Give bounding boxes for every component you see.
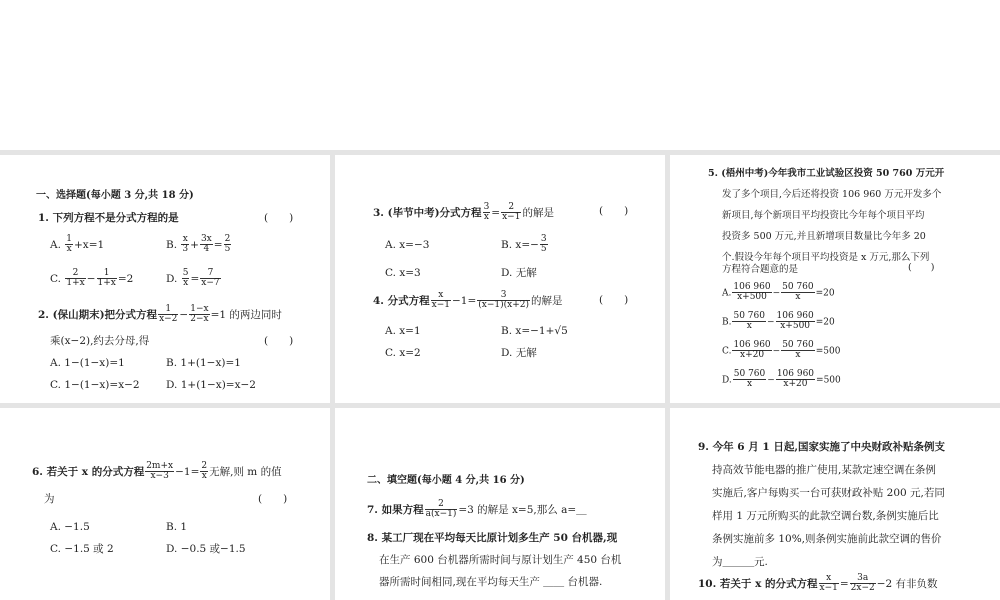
q6-option-c[interactable]: C. −1.5 或 2 bbox=[50, 543, 114, 555]
q6-stem: 6. 若关于 x 的分式方程 $\frac{2m+x}{x-3}$ −1= $\frac{2}{x}$ 无解,则 m 的值 bbox=[32, 461, 282, 482]
q1-option-c[interactable]: C. $\frac{2}{1+x}$ − $\frac{1}{1+x}$ =2 bbox=[50, 268, 134, 289]
q7-stem: 7. 如果方程 $\frac{2}{a(x-1)}$ =3 的解是 x=5,那么 a=＿ bbox=[367, 499, 587, 520]
q5-line-4: 投资多 500 万元,并且新增项目数量比今年多 20 bbox=[722, 231, 926, 242]
q4-answer-paren[interactable]: ( ) bbox=[599, 294, 629, 306]
panel-bottom-left bbox=[0, 408, 330, 600]
q1-option-a[interactable]: A. $\frac{1}{x}$ +x=1 bbox=[50, 234, 105, 255]
q2-option-c[interactable]: C. 1−(1−x)=x−2 bbox=[50, 379, 140, 391]
q1-answer-paren[interactable]: ( ) bbox=[264, 212, 294, 224]
q6-option-d[interactable]: D. −0.5 或−1.5 bbox=[166, 543, 246, 555]
q6-answer-paren[interactable]: ( ) bbox=[258, 493, 288, 505]
q5-line-1: 5. (梧州中考)今年我市工业试验区投资 50 760 万元开 bbox=[708, 168, 945, 179]
q9-line-5: 条例实施前多 10%,则条例实施前此款空调的售价 bbox=[712, 533, 942, 545]
q8-line-2: 在生产 600 台机器所需时间与原计划生产 450 台机 bbox=[379, 554, 622, 566]
panel-bottom-right bbox=[670, 408, 1000, 600]
panel-top-middle bbox=[335, 155, 665, 403]
q9-line-6[interactable]: 为＿＿＿元. bbox=[712, 556, 768, 568]
q4-option-d[interactable]: D. 无解 bbox=[501, 347, 537, 359]
q9-line-3: 实施后,客户每购买一台可获财政补贴 200 元,若同 bbox=[712, 487, 945, 499]
q3-answer-paren[interactable]: ( ) bbox=[599, 205, 629, 217]
q10-stem: 10. 若关于 x 的分式方程 $\frac{x}{x-1}$ = $\frac{3a}{2x-2}$ −2 有非负数 bbox=[698, 573, 938, 594]
q6-option-b[interactable]: B. 1 bbox=[166, 521, 188, 533]
q4-option-a[interactable]: A. x=1 bbox=[385, 325, 421, 337]
q5-line-5: 个.假设今年每个项目平均投资是 x 万元,那么下列 bbox=[722, 252, 930, 263]
q4-stem: 4. 分式方程 $\frac{x}{x-1}$ −1= $\frac{3}{(x-1)(x+2)}$ 的解是 bbox=[373, 290, 563, 311]
q2-stem-line2: 乘(x−2),约去分母,得 bbox=[50, 335, 150, 347]
q9-line-2: 持高效节能电器的推广使用,某款定速空调在条例 bbox=[712, 464, 936, 476]
q1-option-d[interactable]: D. $\frac{5}{x}$ = $\frac{7}{x-7}$ bbox=[166, 268, 220, 289]
q5-option-d[interactable]: D. $\frac{50 760}{x}$ − $\frac{106 960}{x+20}$ =500 bbox=[722, 369, 841, 390]
q2-answer-paren[interactable]: ( ) bbox=[264, 335, 294, 347]
section-title-choice: 一、选择题(每小题 3 分,共 18 分) bbox=[36, 190, 194, 201]
q9-line-1: 9. 今年 6 月 1 日起,国家实施了中央财政补贴条例支 bbox=[698, 441, 946, 453]
q2-option-a[interactable]: A. 1−(1−x)=1 bbox=[50, 357, 125, 369]
q9-line-4: 样用 1 万元所购买的此款空调台数,条例实施后比 bbox=[712, 510, 939, 522]
panel-top-left bbox=[0, 155, 330, 403]
q3-option-a[interactable]: A. x=−3 bbox=[385, 239, 430, 251]
q2-option-b[interactable]: B. 1+(1−x)=1 bbox=[166, 357, 241, 369]
q4-option-c[interactable]: C. x=2 bbox=[385, 347, 421, 359]
q8-line-3[interactable]: 器所需时间相同,现在平均每天生产 ＿＿ 台机器. bbox=[379, 576, 603, 588]
q2-stem: 2. (保山期末)把分式方程 $\frac{1}{x-2}$ − $\frac{1-x}{2-x}$ =1 的两边同时 bbox=[38, 304, 282, 325]
q3-option-d[interactable]: D. 无解 bbox=[501, 267, 537, 279]
q7-answer-blank[interactable]: ＿ bbox=[576, 503, 587, 516]
q6-stem-line2: 为 bbox=[44, 493, 55, 505]
q1-option-b[interactable]: B. $\frac{x}{3}$ + $\frac{3x}{4}$ = $\frac{2}{5}$ bbox=[166, 234, 231, 255]
q5-option-a[interactable]: A. $\frac{106 960}{x+500}$ − $\frac{50 760}{x}$ =20 bbox=[722, 282, 835, 303]
q8-line-1: 8. 某工厂现在平均每天比原计划多生产 50 台机器,现 bbox=[367, 532, 618, 544]
q5-line-6: 方程符合题意的是 bbox=[722, 264, 799, 275]
q5-answer-paren[interactable]: ( ) bbox=[908, 262, 935, 273]
q5-option-b[interactable]: B. $\frac{50 760}{x}$ − $\frac{106 960}{x+500}$ =20 bbox=[722, 311, 835, 332]
q3-option-c[interactable]: C. x=3 bbox=[385, 267, 421, 279]
section-title-fill: 二、填空题(每小题 4 分,共 16 分) bbox=[367, 475, 525, 486]
q5-line-3: 新项目,每个新项目平均投资比今年每个项目平均 bbox=[722, 210, 925, 221]
q3-option-b[interactable]: B. x=− $\frac{3}{5}$ bbox=[501, 234, 547, 255]
q4-option-b[interactable]: B. x=−1+√5 bbox=[501, 325, 568, 337]
q3-stem: 3. (毕节中考)分式方程 $\frac{3}{x}$ = $\frac{2}{x-1}$ 的解是 bbox=[373, 202, 554, 223]
q2-option-d[interactable]: D. 1+(1−x)=x−2 bbox=[166, 379, 256, 391]
panel-bottom-middle bbox=[335, 408, 665, 600]
panel-top-right bbox=[670, 155, 1000, 403]
q1-stem: 1. 下列方程不是分式方程的是 bbox=[38, 212, 179, 224]
q5-line-2: 发了多个项目,今后还将投资 106 960 万元开发多个 bbox=[722, 189, 942, 200]
q6-option-a[interactable]: A. −1.5 bbox=[50, 521, 90, 533]
q5-option-c[interactable]: C. $\frac{106 960}{x+20}$ − $\frac{50 760}{x}$ =500 bbox=[722, 340, 841, 361]
